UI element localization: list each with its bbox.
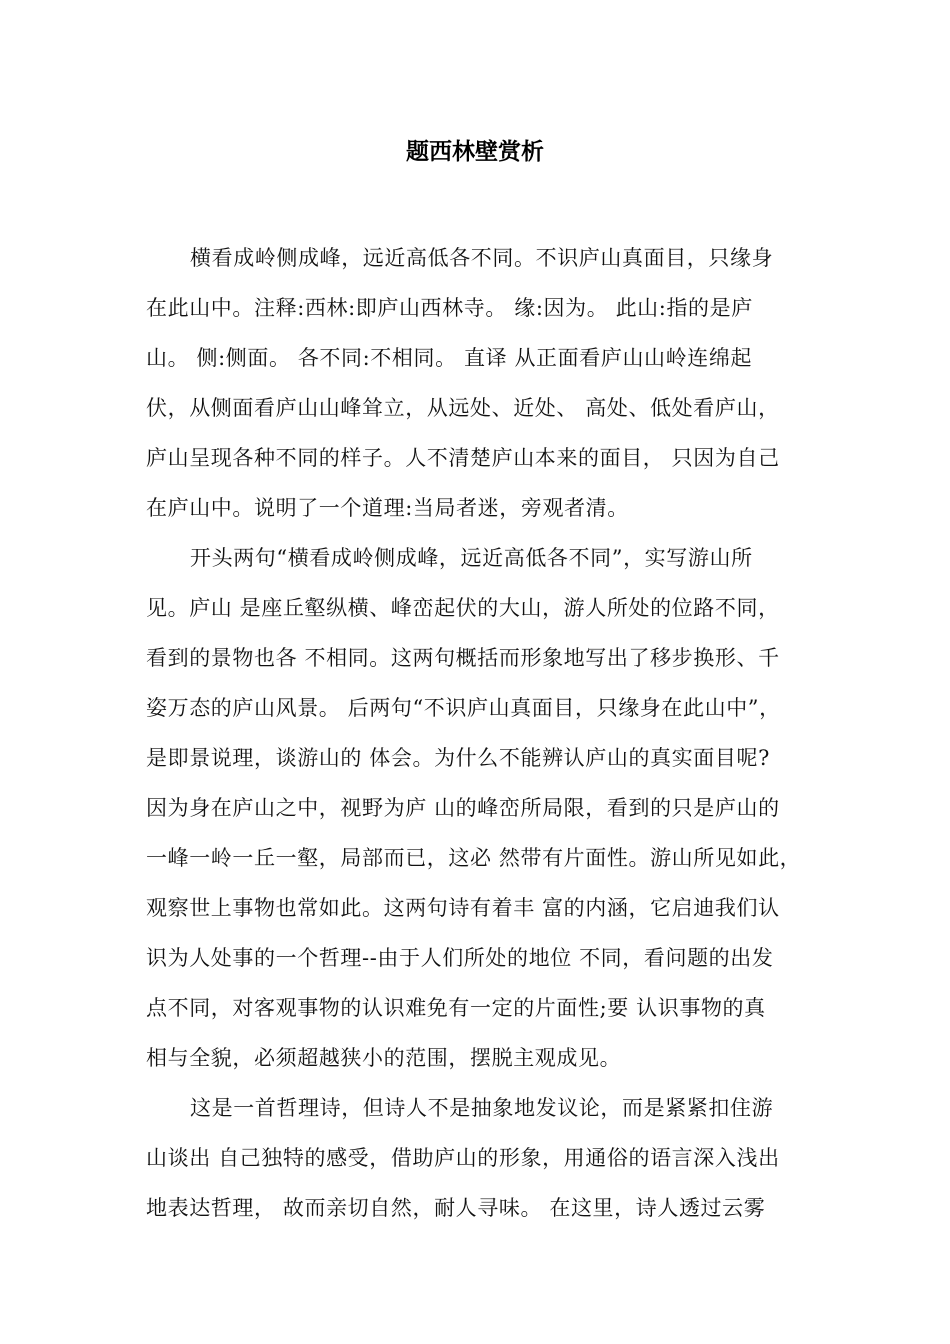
text-line: 点不同，对客观事物的认识难免有一定的片面性;要 认识事物的真 <box>146 996 766 1020</box>
text-line: 姿万态的庐山风景。 后两句“不识庐山真面目，只缘身在此山中”， <box>146 696 781 720</box>
text-line: 这是一首哲理诗，但诗人不是抽象地发议论，而是紧紧扣住游 <box>190 1096 774 1120</box>
text-line: 识为人处事的一个哲理--由于人们所处的地位 不同，看问题的出发 <box>146 946 774 970</box>
paragraph-2 <box>146 533 818 1083</box>
text-line: 庐山呈现各种不同的样子。人不清楚庐山本来的面目， 只因为自己 <box>146 446 780 470</box>
page-title: 题西林壁赏析 <box>406 139 544 165</box>
text-line: 相与全貌，必须超越狭小的范围，摆脱主观成见。 <box>146 1046 622 1070</box>
text-line: 是即景说理，谈游山的 体会。为什么不能辨认庐山的真实面目呢? <box>146 746 770 770</box>
text-line: 地表达哲理， 故而亲切自然，耐人寻味。 在这里，诗人透过云雾 <box>146 1196 766 1220</box>
text-line: 见。庐山 是座丘壑纵横、峰峦起伏的大山，游人所处的位路不同， <box>146 596 780 620</box>
text-line: 伏，从侧面看庐山山峰耸立，从远处、近处、 高处、低处看庐山， <box>146 396 780 420</box>
text-line: 一峰一岭一丘一壑，局部而已，这必 然带有片面性。游山所见如此， <box>146 846 802 870</box>
text-line: 观察世上事物也常如此。这两句诗有着丰 富的内涵，它启迪我们认 <box>146 896 780 920</box>
text-line: 山谈出 自己独特的感受，借助庐山的形象，用通俗的语言深入浅出 <box>146 1146 780 1170</box>
paragraph-3 <box>146 1083 818 1233</box>
paragraph-1 <box>146 233 818 533</box>
text-line: 在庐山中。说明了一个道理:当局者迷，旁观者清。 <box>146 496 629 520</box>
text-line: 因为身在庐山之中，视野为庐 山的峰峦所局限，看到的只是庐山的 <box>146 796 780 820</box>
text-line: 看到的景物也各 不相同。这两句概括而形象地写出了移步换形、千 <box>146 646 780 670</box>
text-line: 横看成岭侧成峰，远近高低各不同。不识庐山真面目，只缘身 <box>190 246 774 270</box>
text-line: 开头两句“横看成岭侧成峰，远近高低各不同”，实写游山所 <box>190 546 753 570</box>
text-line: 山。 侧:侧面。 各不同:不相同。 直译 从正面看庐山山岭连绵起 <box>146 346 753 370</box>
document-body <box>146 233 818 1233</box>
text-line: 在此山中。注释:西林:即庐山西林寺。 缘:因为。 此山:指的是庐 <box>146 296 753 320</box>
